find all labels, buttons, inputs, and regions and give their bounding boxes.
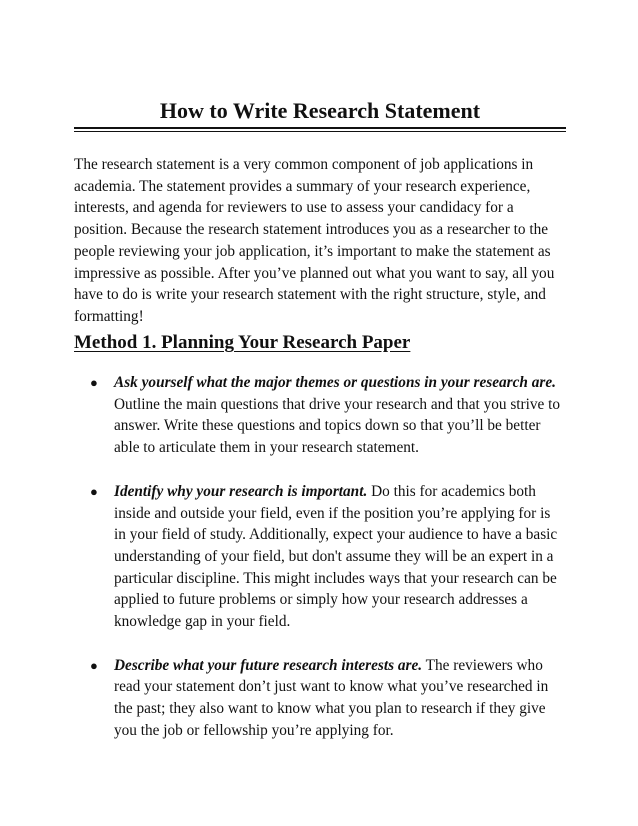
section-heading: Method 1. Planning Your Research Paper <box>74 332 411 353</box>
bullet-body: Do this for academics both inside and outside your field, even if the position you’re applying for is in your field of study. Additionally, expect your audience to have a basic understanding of your field, but don't assume they will be an expert in a particular discipline. This might includes ways that your research can be applied to future problems or simply how your research addresses a knowledge gap in your field. <box>114 482 558 631</box>
list-item <box>74 481 566 633</box>
title-divider-thin <box>74 131 566 132</box>
title-divider <box>74 127 566 129</box>
list-item <box>74 655 566 742</box>
intro-paragraph: The research statement is a very common component of job applications in academia. The statement provides a summary of your research experience, interests, and agenda for reviewers to use to assess your candidacy for a position. Because the research statement introduces you as a researcher to the people reviewing your job application, it’s important to make the statement as impressive as possible. After you’ve planned out what you want to say, all you have to do is write your research statement with the right structure, style, and formatting! <box>74 156 555 325</box>
bullet-body: Outline the main questions that drive your research and that you strive to answer. Write these questions and topics down so that you’ll be better able to articulate them in your research statement. <box>114 395 561 457</box>
bullet-list <box>74 372 566 742</box>
bullet-lead: Ask yourself what the major themes or questions in your research are. <box>114 374 556 391</box>
list-item <box>74 372 566 459</box>
document-title: How to Write Research Statement <box>159 98 481 123</box>
bullet-icon: ● <box>90 483 98 499</box>
bullet-lead: Identify why your research is important. <box>114 482 368 500</box>
bullet-icon: ● <box>90 657 98 673</box>
bullet-icon: ● <box>90 375 98 390</box>
bullet-lead: Describe what your future research interests are. <box>114 656 423 674</box>
bullet-body: The reviewers who read your statement don’t just want to know what you’ve researched in the past; they also want to know what you plan to research if they give you the job or fellowship you’re applying for. <box>114 656 549 739</box>
